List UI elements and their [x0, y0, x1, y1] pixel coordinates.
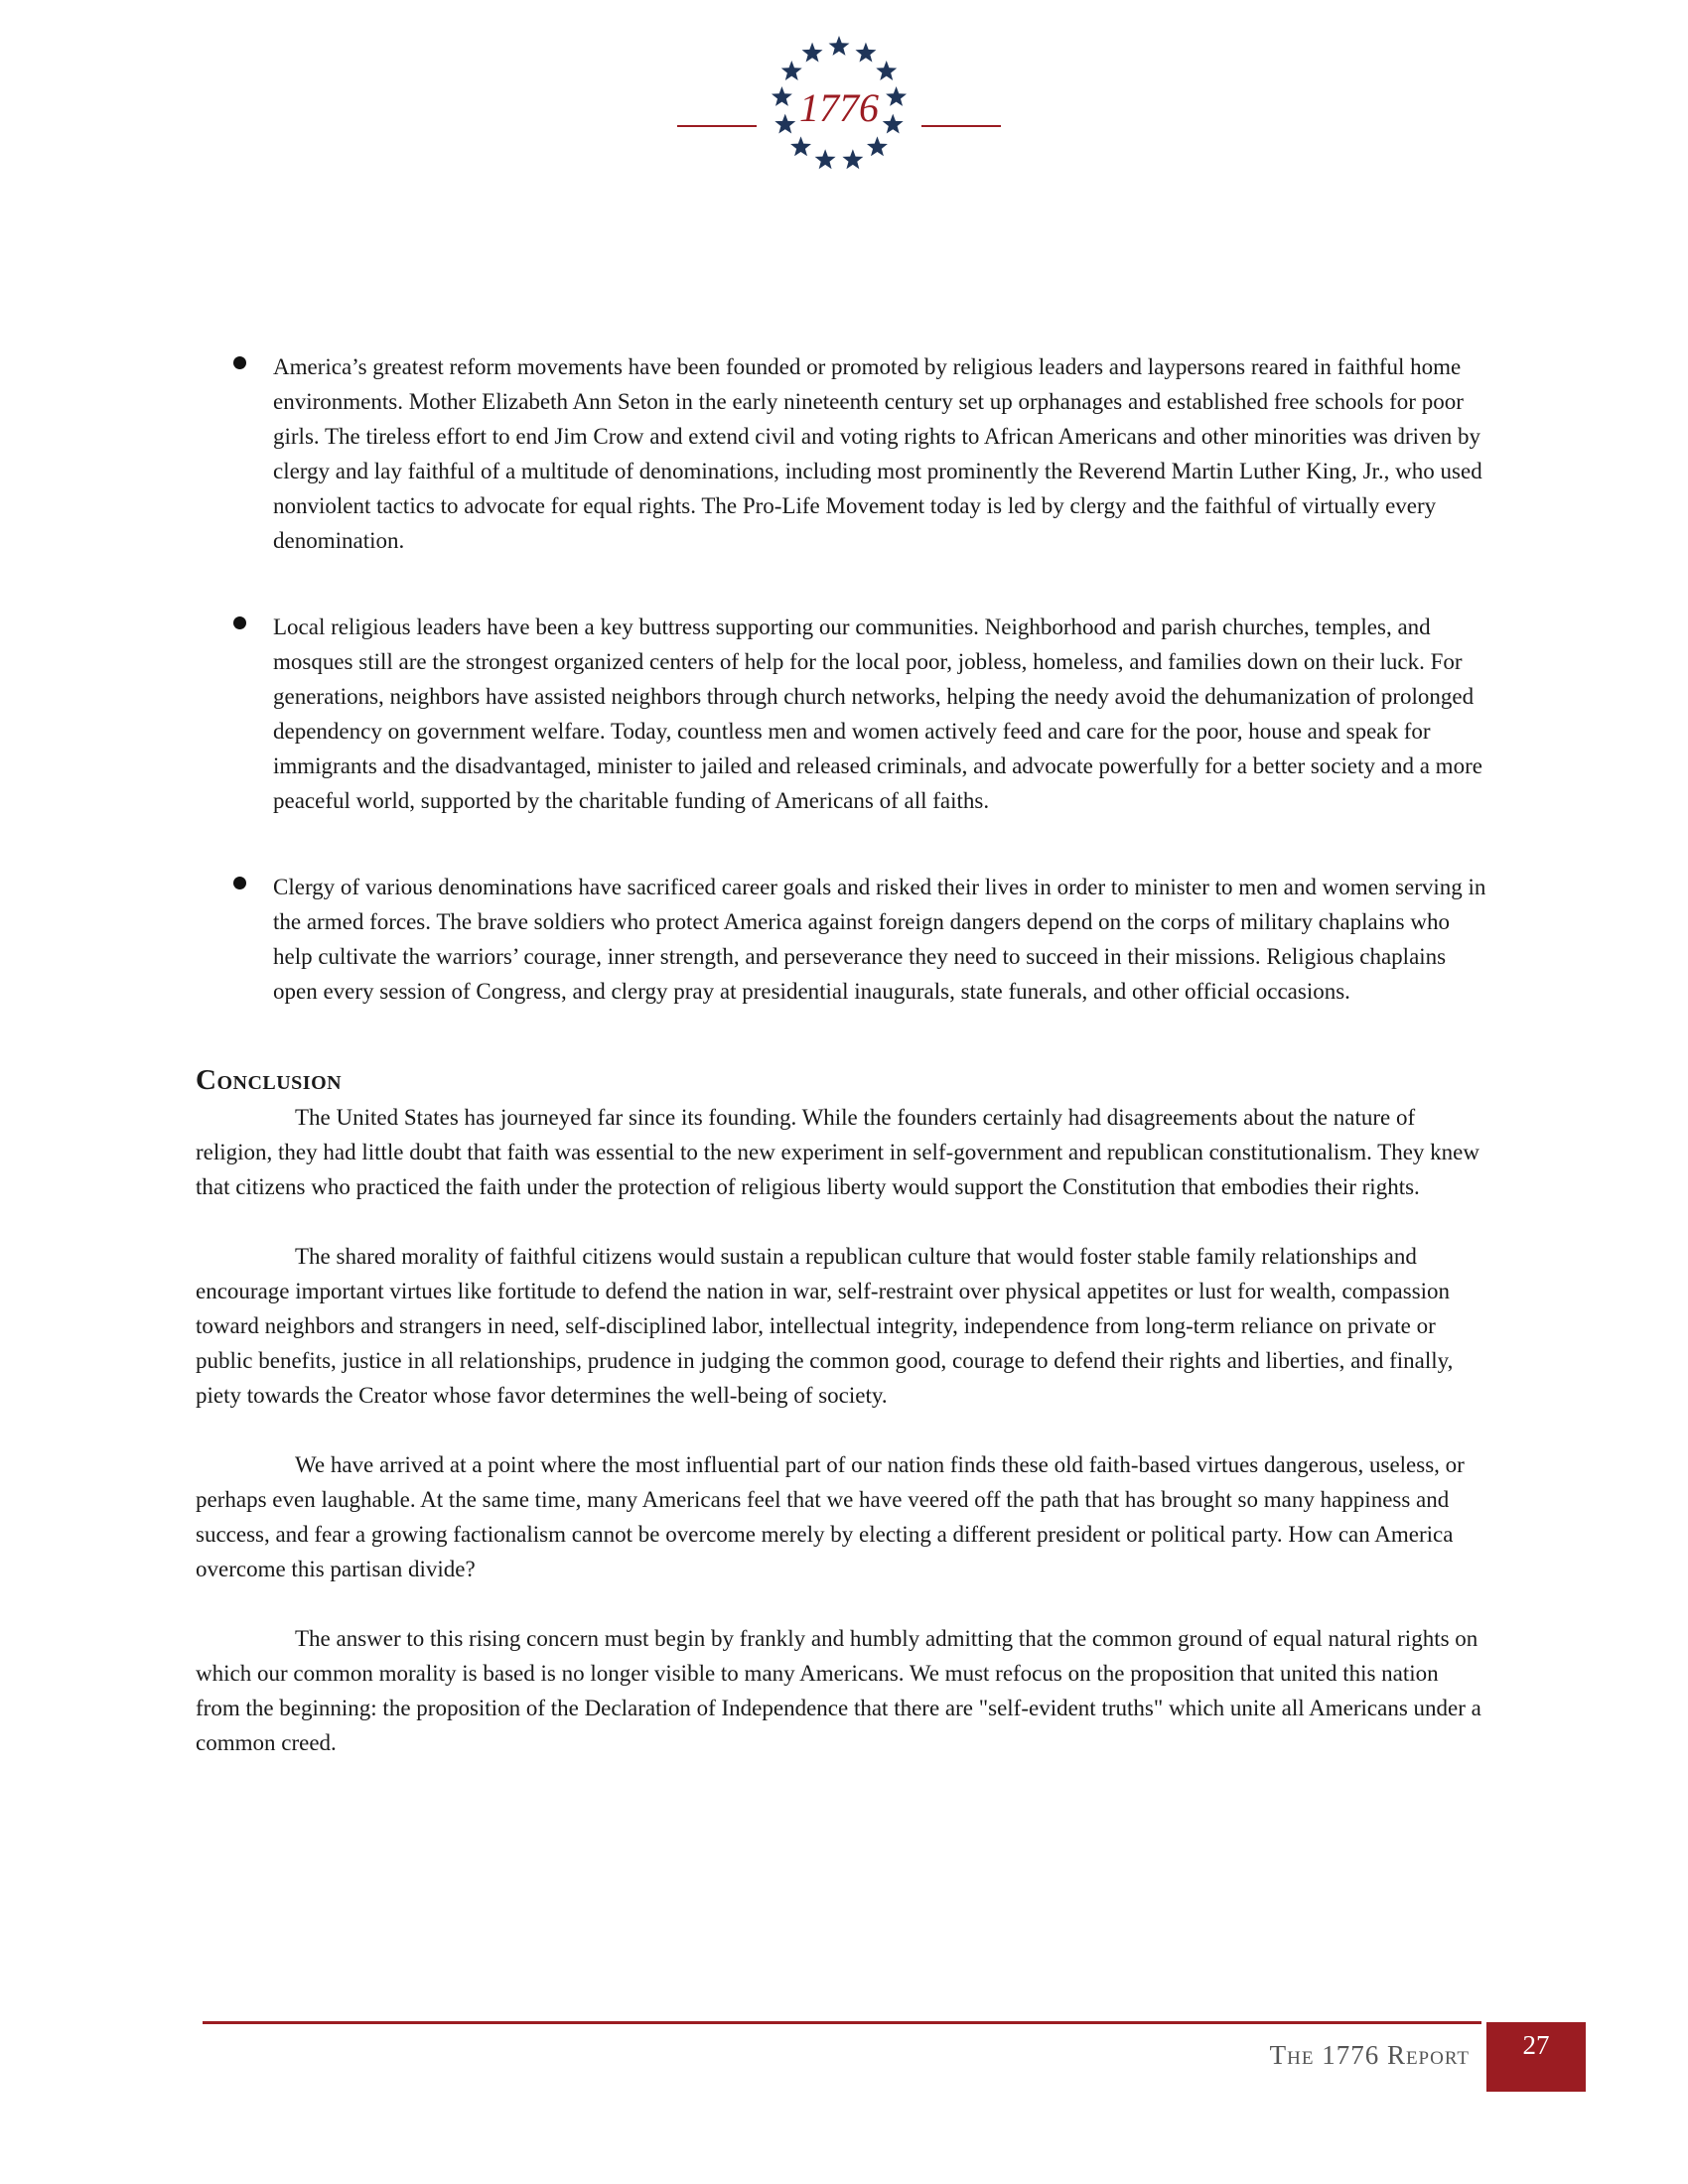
emblem	[755, 30, 923, 179]
paragraph: The shared morality of faithful citizens would sustain a republican culture that would foster stable family relationships and encourage important virtues like fortitude to defend the nation in war, self-restraint over physical appetites or lust for wealth, compassion toward neighbors and strangers in need, self-disciplined labor, intellectual integrity, independence from long-term reliance on private or public benefits, justice in all relationships, prudence in judging the common good, courage to defend their rights and liberties, and finally, piety towards the Creator whose favor determines the well-being of society.	[196, 1244, 1454, 1408]
paragraph: We have arrived at a point where the most influential part of our nation finds these old faith-based virtues dangerous, useless, or perhaps even laughable. At the same time, many Americans feel that we have veered off the path that has brought so many happiness and success, and fear a growing factionalism cannot be overcome merely by electing a different president or political party. How can America overcome this partisan divide?	[196, 1452, 1465, 1581]
star-icon	[876, 61, 897, 80]
star-icon	[815, 149, 836, 169]
paragraph: The answer to this rising concern must begin by frankly and humbly admitting that the common ground of equal natural rights on which our common morality is based is no longer visible to many Americans. We must refocus on the proposition that united this nation from the beginning: the proposition of the Declaration of Independence that there are "self-evident truths" which unite all Americans under a common creed.	[196, 1626, 1481, 1755]
bullet-list	[196, 349, 1486, 1009]
page-number: 27	[1486, 2022, 1586, 2092]
header-rule-right	[921, 125, 1001, 127]
footer-rule	[203, 2021, 1481, 2024]
page-header	[0, 30, 1688, 179]
star-icon	[867, 136, 888, 156]
star-icon	[790, 136, 811, 156]
list-item	[196, 870, 1486, 1009]
page-content	[196, 349, 1486, 1795]
list-item-text: Clergy of various denominations have sacrificed career goals and risked their lives in order to minister to men and women serving in the armed forces. The brave soldiers who protect America against foreign dangers depend on the corps of military chaplains who help cultivate the warriors’ courage, inner strength, and perseverance they need to succeed in their missions. Religious chaplains open every session of Congress, and clergy pray at presidential inaugurals, state funerals, and other official occasions.	[273, 875, 1486, 1004]
section-title: Conclusion	[196, 1064, 343, 1096]
star-icon	[781, 61, 802, 80]
bullet-icon	[233, 356, 246, 369]
star-icon	[802, 43, 823, 63]
header-rule-left	[677, 125, 757, 127]
bullet-icon	[233, 616, 246, 629]
star-icon	[855, 43, 876, 63]
emblem-year: 1776	[799, 85, 879, 130]
star-icon	[842, 149, 863, 169]
bullet-icon	[233, 877, 246, 889]
star-icon	[829, 36, 850, 56]
list-item-text: Local religious leaders have been a key buttress supporting our communities. Neighborhood and parish churches, temples, and mosques still are the strongest organized centers of help for the local poor, jobless, homeless, and families down on their luck. For generations, neighbors have assisted neighbors through church networks, helping the needy avoid the dehumanization of prolonged dependency on government welfare. Today, countless men and women actively feed and care for the poor, house and speak for immigrants and the disadvantaged, minister to jailed and released criminals, and advocate powerfully for a better society and a more peaceful world, supported by the charitable funding of Americans of all faiths.	[273, 614, 1482, 813]
list-item-text: America’s greatest reform movements have been founded or promoted by religious leaders and laypersons reared in faithful home environments. Mother Elizabeth Ann Seton in the early nineteenth century set up orphanages and established free schools for poor girls. The tireless effort to end Jim Crow and extend civil and voting rights to African Americans and other minorities was driven by clergy and lay faithful of a multitude of denominations, including most prominently the Reverend Martin Luther King, Jr., who used nonviolent tactics to advocate for equal rights. The Pro-Life Movement today is led by clergy and the faithful of virtually every denomination.	[273, 354, 1482, 553]
footer-report-title: The 1776 Report	[1269, 2040, 1470, 2070]
paragraph: The United States has journeyed far since its founding. While the founders certainly had disagreements about the nature of religion, they had little doubt that faith was essential to the new experiment in self-government and republican constitutionalism. They knew that citizens who practiced the faith under the protection of religious liberty would support the Constitution that embodies their rights.	[196, 1105, 1479, 1199]
list-item	[196, 349, 1486, 558]
list-item	[196, 610, 1486, 818]
